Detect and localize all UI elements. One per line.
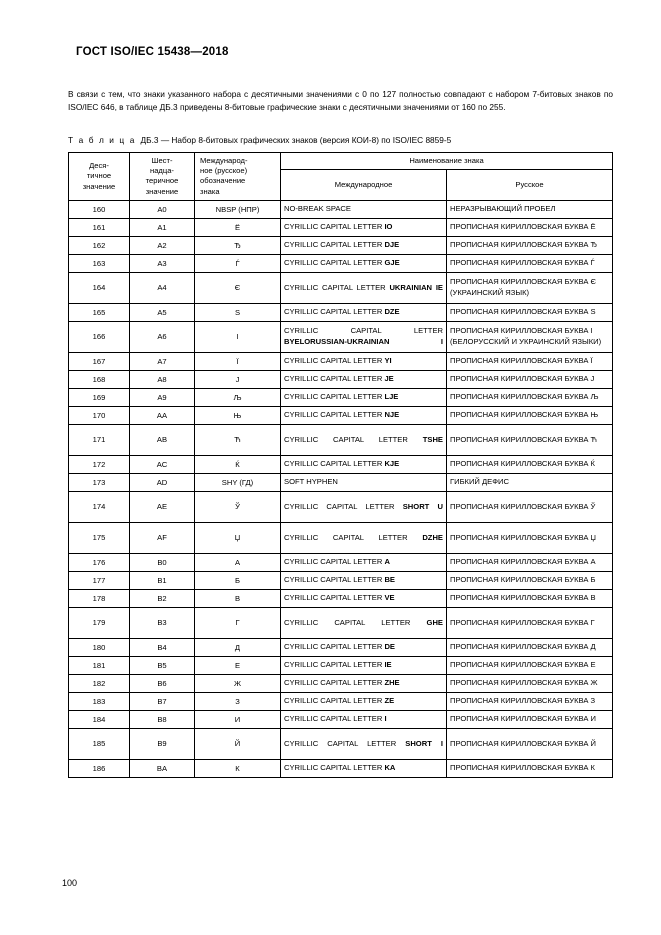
header-designation-line-4: знака <box>200 186 220 196</box>
cell-decimal: 186 <box>69 759 130 777</box>
table-row <box>69 218 613 236</box>
table-row <box>69 656 613 674</box>
cell-decimal: 185 <box>69 728 130 759</box>
cell-decimal: 184 <box>69 710 130 728</box>
table-row <box>69 710 613 728</box>
cell-designation: Џ <box>195 522 281 553</box>
cell-name-russian: ПРОПИСНАЯ КИРИЛЛОВСКАЯ БУКВА I (БЕЛОРУССКИЙ И УКРАИНСКИЙ ЯЗЫКИ) <box>447 321 613 352</box>
cell-designation: К <box>195 759 281 777</box>
table-row <box>69 388 613 406</box>
cell-decimal: 170 <box>69 406 130 424</box>
cell-name-russian: ГИБКИЙ ДЕФИС <box>447 473 613 491</box>
cell-hex: A8 <box>130 370 195 388</box>
cell-name-international-emphasis: SHORT I <box>405 738 443 748</box>
cell-decimal: 178 <box>69 589 130 607</box>
cell-designation: Ќ <box>195 455 281 473</box>
cell-name-russian: НЕРАЗРЫВАЮЩИЙ ПРОБЕЛ <box>447 200 613 218</box>
cell-name-international: CYRILLIC CAPITAL LETTER I <box>281 710 447 728</box>
cell-designation: Ї <box>195 352 281 370</box>
cell-decimal: 177 <box>69 571 130 589</box>
cell-name-international: CYRILLIC CAPITAL LETTER IO <box>281 218 447 236</box>
cell-hex: B9 <box>130 728 195 759</box>
cell-decimal: 167 <box>69 352 130 370</box>
header-hex-line-1: Шест- <box>151 155 173 165</box>
table-row <box>69 455 613 473</box>
cell-name-international: CYRILLIC CAPITAL LETTER DE <box>281 638 447 656</box>
cell-designation: Ж <box>195 674 281 692</box>
cell-designation: S <box>195 303 281 321</box>
cell-decimal: 180 <box>69 638 130 656</box>
cell-name-russian: ПРОПИСНАЯ КИРИЛЛОВСКАЯ БУКВА Ѓ <box>447 254 613 272</box>
cell-designation: Ђ <box>195 236 281 254</box>
cell-name-international: CYRILLIC CAPITAL LETTER SHORT U <box>281 491 447 522</box>
cell-decimal: 168 <box>69 370 130 388</box>
table-row <box>69 589 613 607</box>
cell-name-russian: ПРОПИСНАЯ КИРИЛЛОВСКАЯ БУКВА З <box>447 692 613 710</box>
table-head <box>69 152 613 200</box>
cell-name-international-emphasis: DZE <box>384 307 400 317</box>
table-row <box>69 200 613 218</box>
table-row <box>69 522 613 553</box>
cell-hex: A4 <box>130 272 195 303</box>
cell-hex: B3 <box>130 607 195 638</box>
cell-name-russian: ПРОПИСНАЯ КИРИЛЛОВСКАЯ БУКВА И <box>447 710 613 728</box>
table-row <box>69 491 613 522</box>
cell-name-russian: ПРОПИСНАЯ КИРИЛЛОВСКАЯ БУКВА Ќ <box>447 455 613 473</box>
cell-decimal: 166 <box>69 321 130 352</box>
cell-name-international: CYRILLIC CAPITAL LETTER GHE <box>281 607 447 638</box>
cell-name-international: CYRILLIC CAPITAL LETTER UKRAINIAN IE <box>281 272 447 303</box>
cell-name-international: CYRILLIC CAPITAL LETTER NJE <box>281 406 447 424</box>
header-decimal-line-1: Деся- <box>89 161 109 170</box>
cell-name-international: CYRILLIC CAPITAL LETTER DZHE <box>281 522 447 553</box>
cell-hex: AC <box>130 455 195 473</box>
table-row <box>69 406 613 424</box>
cell-hex: BA <box>130 759 195 777</box>
cell-designation: Ў <box>195 491 281 522</box>
header-designation-line-1: Международ- <box>200 155 248 165</box>
cell-decimal: 164 <box>69 272 130 303</box>
table-row <box>69 272 613 303</box>
cell-name-russian: ПРОПИСНАЯ КИРИЛЛОВСКАЯ БУКВА Й <box>447 728 613 759</box>
table-row <box>69 692 613 710</box>
cell-name-international: CYRILLIC CAPITAL LETTER ZE <box>281 692 447 710</box>
cell-hex: AD <box>130 473 195 491</box>
cell-name-international: CYRILLIC CAPITAL LETTER DJE <box>281 236 447 254</box>
cell-name-russian: ПРОПИСНАЯ КИРИЛЛОВСКАЯ БУКВА Д <box>447 638 613 656</box>
cell-name-international: CYRILLIC CAPITAL LETTER KJE <box>281 455 447 473</box>
cell-designation: Г <box>195 607 281 638</box>
table-row <box>69 303 613 321</box>
cell-name-international-emphasis: ZHE <box>384 678 400 688</box>
cell-hex: A5 <box>130 303 195 321</box>
cell-name-russian: ПРОПИСНАЯ КИРИЛЛОВСКАЯ БУКВА J <box>447 370 613 388</box>
table-caption-text: ДБ.3 — Набор 8-битовых графических знаков (версия КОИ-8) по ISO/IEC 8859-5 <box>140 134 452 145</box>
header-decimal <box>69 152 130 200</box>
cell-name-international-emphasis: KJE <box>384 459 400 469</box>
cell-name-international: CYRILLIC CAPITAL LETTER BYELORUSSIAN-UKRAINIAN I <box>281 321 447 352</box>
cell-decimal: 160 <box>69 200 130 218</box>
table-caption <box>68 135 613 145</box>
cell-name-international-emphasis: TSHE <box>422 434 443 444</box>
cell-hex: B6 <box>130 674 195 692</box>
cell-designation: З <box>195 692 281 710</box>
cell-designation: Б <box>195 571 281 589</box>
cell-name-international-emphasis: YI <box>384 356 392 366</box>
cell-hex: A7 <box>130 352 195 370</box>
cell-name-international: CYRILLIC CAPITAL LETTER BE <box>281 571 447 589</box>
cell-decimal: 172 <box>69 455 130 473</box>
cell-designation: NBSP (НПР) <box>195 200 281 218</box>
cell-decimal: 174 <box>69 491 130 522</box>
cell-name-international-emphasis: DJE <box>384 240 400 250</box>
table-row <box>69 728 613 759</box>
cell-decimal: 175 <box>69 522 130 553</box>
table-row <box>69 473 613 491</box>
cell-name-international: CYRILLIC CAPITAL LETTER DZE <box>281 303 447 321</box>
cell-decimal: 165 <box>69 303 130 321</box>
cell-name-international: CYRILLIC CAPITAL LETTER SHORT I <box>281 728 447 759</box>
cell-decimal: 173 <box>69 473 130 491</box>
table-row <box>69 674 613 692</box>
cell-name-russian: ПРОПИСНАЯ КИРИЛЛОВСКАЯ БУКВА Ё <box>447 218 613 236</box>
cell-name-international: CYRILLIC CAPITAL LETTER GJE <box>281 254 447 272</box>
cell-name-international: SOFT HYPHEN <box>281 473 447 491</box>
table-row <box>69 321 613 352</box>
cell-designation: А <box>195 553 281 571</box>
cell-name-russian: ПРОПИСНАЯ КИРИЛЛОВСКАЯ БУКВА S <box>447 303 613 321</box>
intro-paragraph: В связи с тем, что знаки указанного набора с десятичными значениями с 0 по 127 полностью совпадают с набором 7-битовых знаков по ISO/IEC 646, в таблице ДБ.3 приведены 8-битовые графические знаки с десятичными значениями от 160 по 255. <box>68 89 613 113</box>
cell-hex: AE <box>130 491 195 522</box>
cell-name-russian: ПРОПИСНАЯ КИРИЛЛОВСКАЯ БУКВА Ж <box>447 674 613 692</box>
cell-decimal: 183 <box>69 692 130 710</box>
cell-decimal: 171 <box>69 424 130 455</box>
cell-hex: A3 <box>130 254 195 272</box>
cell-name-russian: ПРОПИСНАЯ КИРИЛЛОВСКАЯ БУКВА В <box>447 589 613 607</box>
cell-name-international-emphasis: UKRAINIAN IE <box>389 282 443 292</box>
cell-name-international-emphasis: DZHE <box>422 532 443 542</box>
cell-name-international-emphasis: DE <box>384 642 395 652</box>
cell-name-russian: ПРОПИСНАЯ КИРИЛЛОВСКАЯ БУКВА Е <box>447 656 613 674</box>
cell-name-russian: ПРОПИСНАЯ КИРИЛЛОВСКАЯ БУКВА Є (УКРАИНСКИЙ ЯЗЫК) <box>447 272 613 303</box>
cell-name-international: NO-BREAK SPACE <box>281 200 447 218</box>
cell-name-russian: ПРОПИСНАЯ КИРИЛЛОВСКАЯ БУКВА К <box>447 759 613 777</box>
cell-hex: B7 <box>130 692 195 710</box>
cell-name-international: CYRILLIC CAPITAL LETTER KA <box>281 759 447 777</box>
cell-name-international: CYRILLIC CAPITAL LETTER VE <box>281 589 447 607</box>
cell-designation: И <box>195 710 281 728</box>
cell-decimal: 162 <box>69 236 130 254</box>
cell-name-russian: ПРОПИСНАЯ КИРИЛЛОВСКАЯ БУКВА А <box>447 553 613 571</box>
cell-name-international: CYRILLIC CAPITAL LETTER ZHE <box>281 674 447 692</box>
cell-designation: SHY (ГД) <box>195 473 281 491</box>
cell-hex: A9 <box>130 388 195 406</box>
cell-designation: Ё <box>195 218 281 236</box>
cell-decimal: 182 <box>69 674 130 692</box>
cell-decimal: 163 <box>69 254 130 272</box>
cell-name-international-emphasis: NJE <box>384 410 400 420</box>
table-row <box>69 254 613 272</box>
cell-name-international-emphasis: GJE <box>384 258 400 268</box>
cell-designation: Д <box>195 638 281 656</box>
cell-name-international-emphasis: GHE <box>426 617 443 627</box>
table-row <box>69 352 613 370</box>
cell-designation: I <box>195 321 281 352</box>
header-decimal-line-3: значение <box>82 181 116 191</box>
cell-name-international: CYRILLIC CAPITAL LETTER IE <box>281 656 447 674</box>
cell-hex: B2 <box>130 589 195 607</box>
header-hex <box>130 152 195 200</box>
cell-designation: Й <box>195 728 281 759</box>
table-row <box>69 553 613 571</box>
cell-name-russian: ПРОПИСНАЯ КИРИЛЛОВСКАЯ БУКВА Ў <box>447 491 613 522</box>
table-header-row-1 <box>69 152 613 169</box>
cell-name-international-emphasis: KA <box>384 763 396 773</box>
table-caption-label: Т а б л и ц а <box>68 134 136 145</box>
cell-hex: A6 <box>130 321 195 352</box>
cell-hex: B8 <box>130 710 195 728</box>
cell-name-russian: ПРОПИСНАЯ КИРИЛЛОВСКАЯ БУКВА Ћ <box>447 424 613 455</box>
header-designation-line-2: ное (русское) <box>200 166 248 176</box>
page-title: ГОСТ ISO/IEC 15438—2018 <box>76 46 229 58</box>
cell-name-russian: ПРОПИСНАЯ КИРИЛЛОВСКАЯ БУКВА Љ <box>447 388 613 406</box>
cell-hex: B4 <box>130 638 195 656</box>
cell-name-international-emphasis: VE <box>384 593 395 603</box>
cell-name-international: CYRILLIC CAPITAL LETTER YI <box>281 352 447 370</box>
cell-hex: A1 <box>130 218 195 236</box>
header-name-russian: Русское <box>447 170 613 201</box>
header-hex-line-4: значение <box>145 186 179 196</box>
cell-decimal: 161 <box>69 218 130 236</box>
header-name-international: Международное <box>281 170 447 201</box>
cell-name-international-emphasis: BE <box>384 575 395 585</box>
cell-hex: B1 <box>130 571 195 589</box>
cell-designation: В <box>195 589 281 607</box>
cell-name-russian: ПРОПИСНАЯ КИРИЛЛОВСКАЯ БУКВА Џ <box>447 522 613 553</box>
cell-name-international-emphasis: A <box>384 557 390 567</box>
cell-hex: AF <box>130 522 195 553</box>
cell-name-international-emphasis: JE <box>384 374 394 384</box>
cell-name-international: CYRILLIC CAPITAL LETTER LJE <box>281 388 447 406</box>
cell-name-russian: ПРОПИСНАЯ КИРИЛЛОВСКАЯ БУКВА Ђ <box>447 236 613 254</box>
cell-designation: J <box>195 370 281 388</box>
header-hex-line-3: теричное <box>145 176 179 186</box>
cell-designation: Њ <box>195 406 281 424</box>
cell-name-international-emphasis: BYELORUSSIAN-UKRAINIAN I <box>284 336 443 346</box>
cell-hex: B5 <box>130 656 195 674</box>
table-row <box>69 607 613 638</box>
cell-name-international: CYRILLIC CAPITAL LETTER TSHE <box>281 424 447 455</box>
cell-designation: Е <box>195 656 281 674</box>
table-body <box>69 200 613 777</box>
cell-name-international-emphasis: LJE <box>384 392 399 402</box>
page-number: 100 <box>62 878 78 888</box>
cell-name-russian: ПРОПИСНАЯ КИРИЛЛОВСКАЯ БУКВА Г <box>447 607 613 638</box>
cell-designation: Љ <box>195 388 281 406</box>
table-row <box>69 424 613 455</box>
cell-name-international-emphasis: ZE <box>384 696 395 706</box>
cell-decimal: 181 <box>69 656 130 674</box>
header-name-group: Наименование знака <box>281 152 613 169</box>
cell-name-international-emphasis: IE <box>384 660 392 670</box>
table-row <box>69 638 613 656</box>
cell-name-international-emphasis: I <box>384 714 387 724</box>
cell-name-international-emphasis: SHORT U <box>402 501 444 511</box>
cell-name-international: CYRILLIC CAPITAL LETTER JE <box>281 370 447 388</box>
cell-name-international: CYRILLIC CAPITAL LETTER A <box>281 553 447 571</box>
table-row <box>69 571 613 589</box>
cell-hex: A2 <box>130 236 195 254</box>
cell-designation: Ћ <box>195 424 281 455</box>
cell-designation: Ѓ <box>195 254 281 272</box>
cell-hex: B0 <box>130 553 195 571</box>
header-designation <box>195 152 281 200</box>
table-row <box>69 236 613 254</box>
table-row <box>69 759 613 777</box>
cell-designation: Є <box>195 272 281 303</box>
cell-hex: AA <box>130 406 195 424</box>
header-designation-line-3: обозначение <box>200 176 246 186</box>
cell-decimal: 169 <box>69 388 130 406</box>
cell-hex: A0 <box>130 200 195 218</box>
cell-name-russian: ПРОПИСНАЯ КИРИЛЛОВСКАЯ БУКВА Б <box>447 571 613 589</box>
cell-name-international-emphasis: IO <box>384 222 393 232</box>
charset-table <box>68 152 613 778</box>
cell-name-russian: ПРОПИСНАЯ КИРИЛЛОВСКАЯ БУКВА Њ <box>447 406 613 424</box>
header-decimal-line-2: тичное <box>86 171 112 181</box>
cell-decimal: 179 <box>69 607 130 638</box>
cell-hex: AB <box>130 424 195 455</box>
header-hex-line-2: надца- <box>150 166 174 176</box>
table-row <box>69 370 613 388</box>
cell-decimal: 176 <box>69 553 130 571</box>
cell-name-russian: ПРОПИСНАЯ КИРИЛЛОВСКАЯ БУКВА Ї <box>447 352 613 370</box>
